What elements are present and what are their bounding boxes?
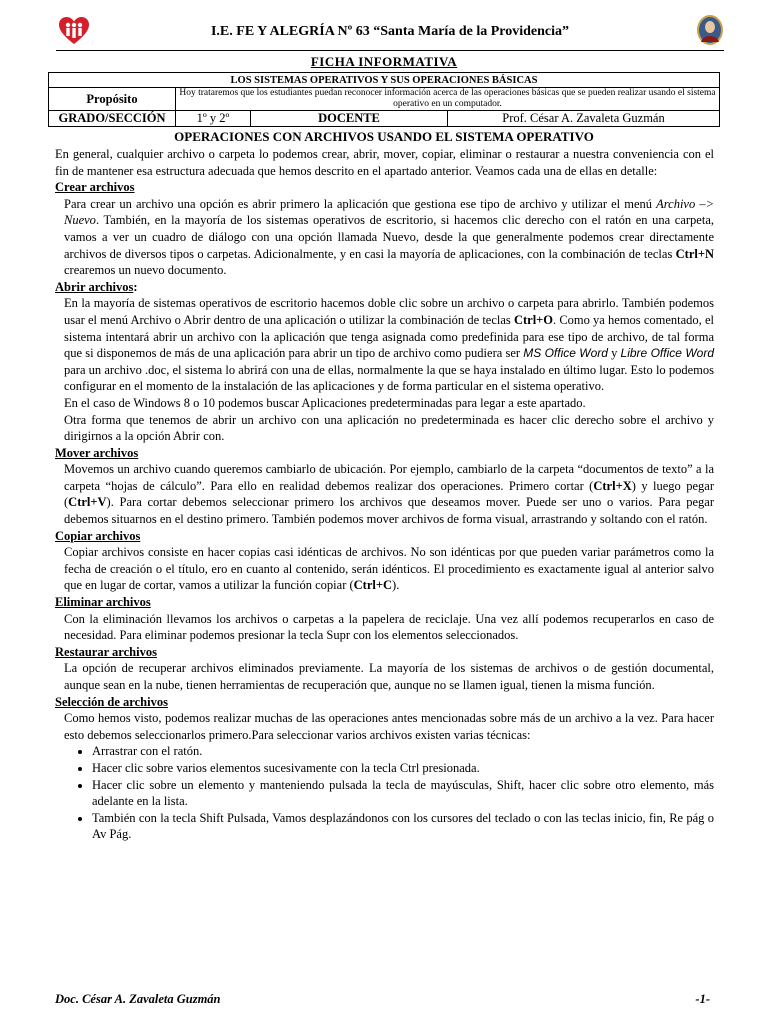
docente-label: DOCENTE	[251, 111, 448, 127]
eliminar-paragraph: Con la eliminación llevamos los archivos o carpetas a la papelera de reciclaje. Una vez allí podemos recuperarlos en caso de necesidad. Para eliminar podemos presionar la tecla Supr con los elementos seleccionados.	[64, 611, 714, 643]
proposito-text: Hoy trataremos que los estudiantes puedan reconocer información acerca de las operaciones básicas que se pueden realizar usando el sistema operativo en un computador.	[176, 88, 720, 111]
section-title-crear: Crear archivos	[55, 180, 135, 195]
list-item: • Hacer clic sobre varios elementos sucesivamente con la tecla Ctrl presionada.	[92, 760, 714, 777]
restaurar-paragraph: La opción de recuperar archivos eliminados previamente. La mayoría de los sistemas de archivos o de gestión documental, aunque sean en la nube, tienen herramientas de recuperación que, aunque no se llamen igual, tienen la misma función.	[64, 661, 714, 692]
footer-author: Doc. César A. Zavaleta Guzmán	[55, 992, 221, 1006]
info-table	[48, 72, 720, 127]
document-type-title: FICHA INFORMATIVA	[310, 54, 458, 69]
school-name: I.E. FE Y ALEGRÍA Nº 63 “Santa María de la Providencia”	[210, 24, 569, 39]
topic-heading: LOS SISTEMAS OPERATIVOS Y SUS OPERACIONES BÁSICAS	[49, 73, 720, 88]
page-number: -1-	[695, 992, 710, 1006]
page-header	[56, 14, 724, 51]
section-title-eliminar: Eliminar archivos	[55, 595, 151, 610]
seleccion-list	[55, 743, 714, 843]
crear-paragraph: Para crear un archivo una opción es abrir primero la aplicación que gestiona ese tipo de archivo y utilizar el menú Archivo –> Nuevo. También, en la mayoría de los sistemas operativos de escritorio, si hacemos clic derecho con el ratón en una carpeta, vamos a ver un cuadro de diálogo con una opción llamada Nuevo, desde la que generalmente podemos crear directamente archivos de diversos tipos o carpetas. Adicionalmente, y en casi la mayoría de aplicaciones, con la combinación de teclas Ctrl+N crearemos un nuevo documento.	[64, 196, 714, 278]
section-title-restaurar: Restaurar archivos	[55, 644, 157, 659]
intro-paragraph: En general, cualquier archivo o carpeta lo podemos crear, abrir, mover, copiar, eliminar o restaurar a nuestra conveniencia con el fin de mantener esa estructura adecuada que hemos descrito en el apartado anterior. Veamos cada una de ellas en detalle:	[55, 147, 714, 178]
list-item: • Arrastrar con el ratón.	[92, 743, 714, 760]
virgin-portrait-logo	[696, 14, 724, 46]
docente-value: Prof. César A. Zavaleta Guzmán	[448, 111, 720, 127]
proposito-label: Propósito	[49, 88, 176, 111]
abrir-paragraph-2: En el caso de Windows 8 o 10 podemos buscar Aplicaciones predeterminadas para legar a este apartado.	[64, 395, 586, 410]
seleccion-paragraph: Como hemos visto, podemos realizar muchas de las operaciones antes mencionadas sobre más de un archivo a la vez. Para hacer esto debemos seleccionarlos primero.Para seleccionar varios archivos existen varias técnicas:	[64, 711, 714, 742]
grado-value: 1º y 2º	[176, 111, 251, 127]
document-body	[55, 146, 714, 843]
abrir-paragraph: En la mayoría de sistemas operativos de escritorio hacemos doble clic sobre un archivo o carpeta para abrirlo. También podemos usar el menú Archivo o Abrir dentro de una aplicación o utilizar la combinación de teclas Ctrl+O. Como ya hemos comentado, el sistema intentará abrir un archivo con la aplicación que tenga asignada como predefinida para ese tipo de archivo, de tal forma que si disponemos de más de una aplicación para abrir un tipo de archivo como pudiera ser MS Office Word y Libre Office Word para un archivo .doc, el sistema lo abrirá con una de ellas, normalmente la que se haya instalado en último lugar. Esto lo podemos configurar en el momento de la instalación de las aplicaciones y de forma particular en el sistema operativo.	[64, 296, 714, 394]
grado-label: GRADO/SECCIÓN	[49, 111, 176, 127]
mover-paragraph: Movemos un archivo cuando queremos cambiarlo de ubicación. Por ejemplo, cambiarlo de la carpeta “documentos de texto” a la carpeta “hojas de cálculo”. Para ello en realidad debemos realizar dos operaciones. Primero cortar (Ctrl+X) y luego pegar (Ctrl+V). Para cortar debemos seleccionar primero los archivos que deseamos mover. Puede ser uno o varios. Para pegar debemos situarnos en el destino primero. También podemos mover archivos de forma visual, arrastrando y soltando con el ratón.	[64, 462, 714, 527]
section-title-copiar: Copiar archivos	[55, 528, 141, 543]
list-item: • También con la tecla Shift Pulsada, Vamos desplazándonos con los cursores del teclado o con las teclas inicio, fin, Re pág o Av Pág.	[92, 810, 714, 843]
section-title-seleccion: Selección de archivos	[55, 694, 168, 709]
section-title-mover: Mover archivos	[55, 445, 139, 460]
abrir-paragraph-3: Otra forma que tenemos de abrir un archivo con una aplicación no predeterminada es hacer clic derecho sobre el archivo y dirigirnos a la opción Abrir con.	[64, 412, 714, 444]
section-title-abrir: Abrir archivos:	[55, 279, 138, 294]
main-title: OPERACIONES CON ARCHIVOS USANDO EL SISTEMA OPERATIVO	[174, 129, 594, 144]
fe-y-alegria-heart-logo	[58, 16, 90, 46]
list-item: • Hacer clic sobre un elemento y manteniendo pulsada la tecla de mayúsculas, Shift, hacer clic sobre otro elemento, más adelante en la lista.	[92, 777, 714, 810]
copiar-paragraph: Copiar archivos consiste en hacer copias casi idénticas de archivos. No son idénticas por que pueden variar parámetros como la fecha de creación o el título, ero en cuanto al contenido, serán idénticos. El procedimiento es exactamente igual al anterior salvo que en lugar de cortar, vamos a utilizar la función copiar (Ctrl+C).	[64, 545, 714, 593]
